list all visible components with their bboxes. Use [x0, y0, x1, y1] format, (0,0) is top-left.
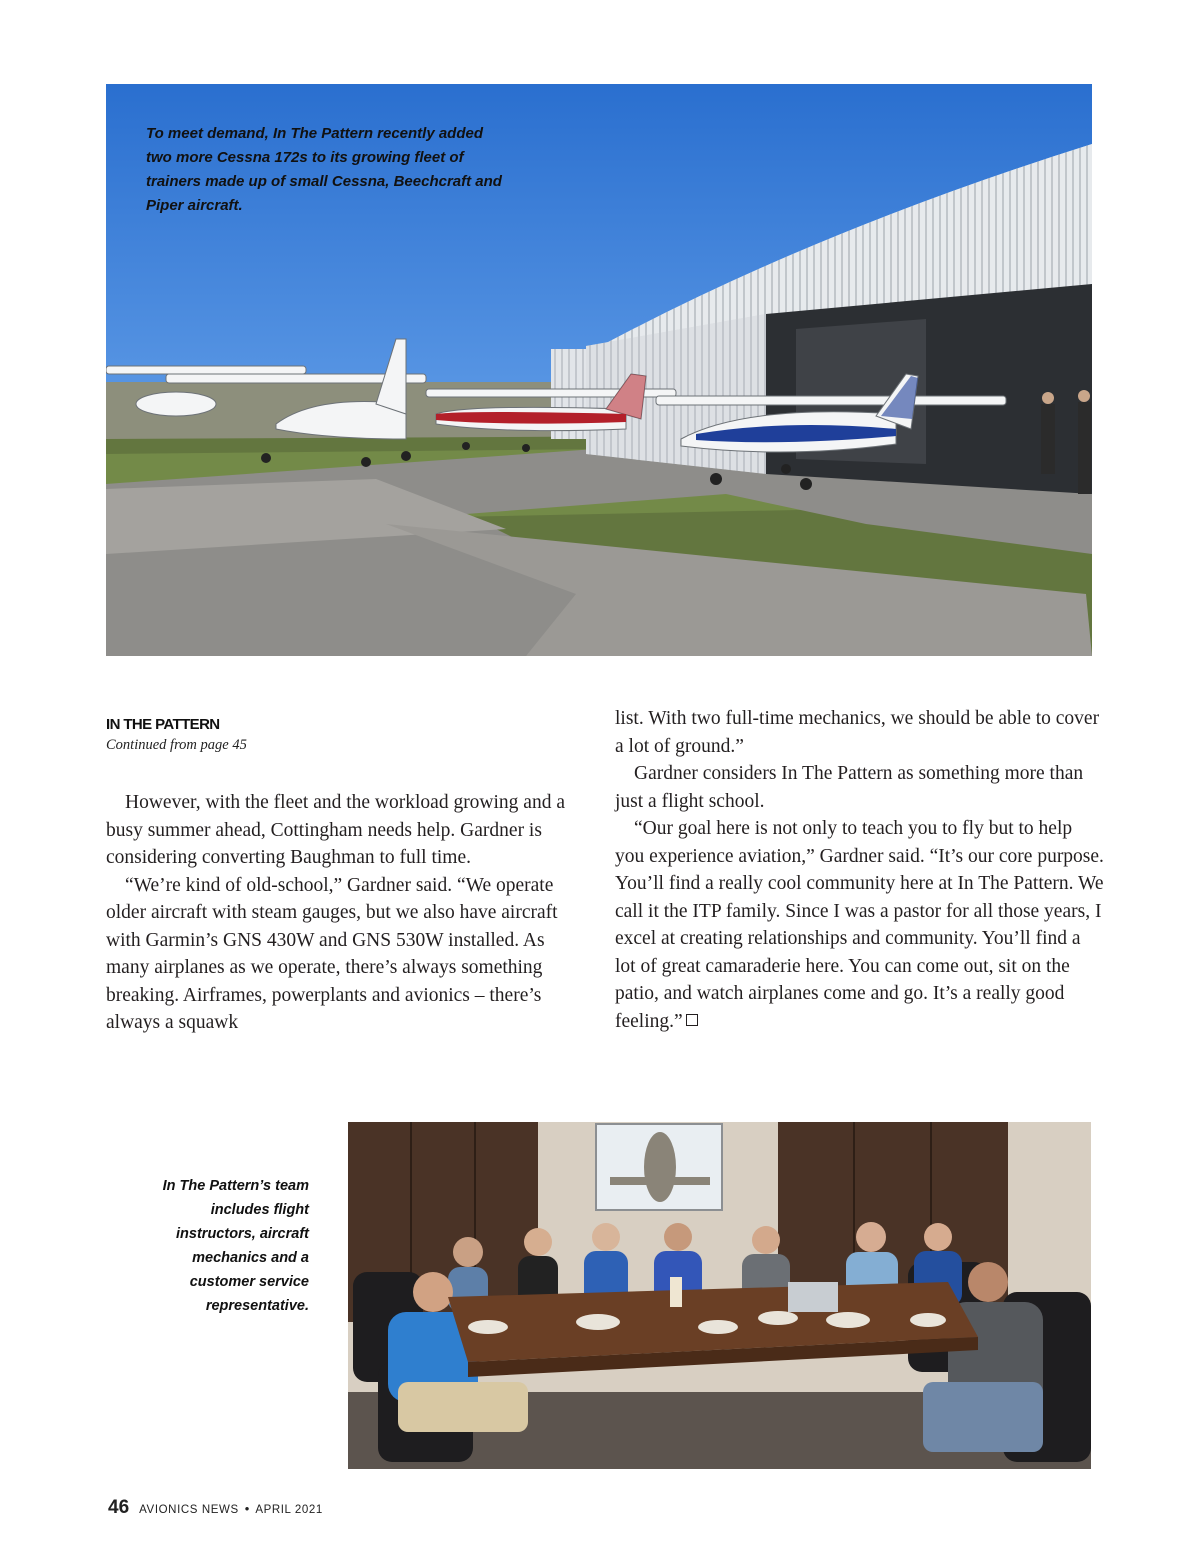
continued-from-note: Continued from page 45 — [106, 737, 247, 753]
article-paragraph-text: “Our goal here is not only to teach you to fly but to help you experience aviation,” Gardner said. “It’s our core purpose. You’ll find a really cool community here at In The Pattern. We call it the ITP family. Since I was a pastor for all those years, I excel at creating relationships and community. You’ll find a lot of great camaraderie here. You can come out, sit on the patio, and watch airplanes come and go. It’s a really good feeling.” — [615, 818, 1104, 1032]
end-of-article-box-icon — [686, 1014, 698, 1026]
publication-name: AVIONICS NEWS — [139, 1504, 239, 1516]
hangar-photo-caption: To meet demand, In The Pattern recently added two more Cessna 172s to its growing fleet of trainers made up of small Cessna, Beechcraft and Piper aircraft. — [146, 125, 502, 214]
article-paragraph: “We’re kind of old-school,” Gardner said. “We operate older aircraft with steam gauges, but we also have aircraft with Garmin’s GNS 430W and GNS 530W installed. As many airplanes as we operate, there’s always something breaking. Airframes, powerplants and avionics – there’s always a squawk — [106, 874, 558, 1033]
hangar-photo — [106, 84, 1092, 656]
article-column-right — [615, 705, 1105, 1035]
footer-separator: • — [244, 1501, 250, 1516]
section-kicker: IN THE PATTERN — [106, 716, 220, 733]
team-photo — [348, 1122, 1091, 1469]
page-footer — [108, 1497, 323, 1519]
team-photo-image — [348, 1122, 1091, 1469]
page-number: 46 — [108, 1497, 130, 1518]
article-paragraph: list. With two full-time mechanics, we should be able to cover a lot of ground.” — [615, 708, 1100, 757]
article-paragraph: However, with the fleet and the workload growing and a busy summer ahead, Cottingham needs help. Gardner is considering converting Baughman to full time. — [106, 792, 565, 868]
team-photo-caption: In The Pattern’s team includes flight instructors, aircraft mechanics and a customer service representative. — [162, 1178, 309, 1314]
article-paragraph-final — [615, 815, 1105, 1035]
article-paragraph: Gardner considers In The Pattern as something more than just a flight school. — [615, 763, 1084, 812]
article-column-left — [106, 789, 586, 1037]
issue-date: APRIL 2021 — [255, 1504, 323, 1516]
